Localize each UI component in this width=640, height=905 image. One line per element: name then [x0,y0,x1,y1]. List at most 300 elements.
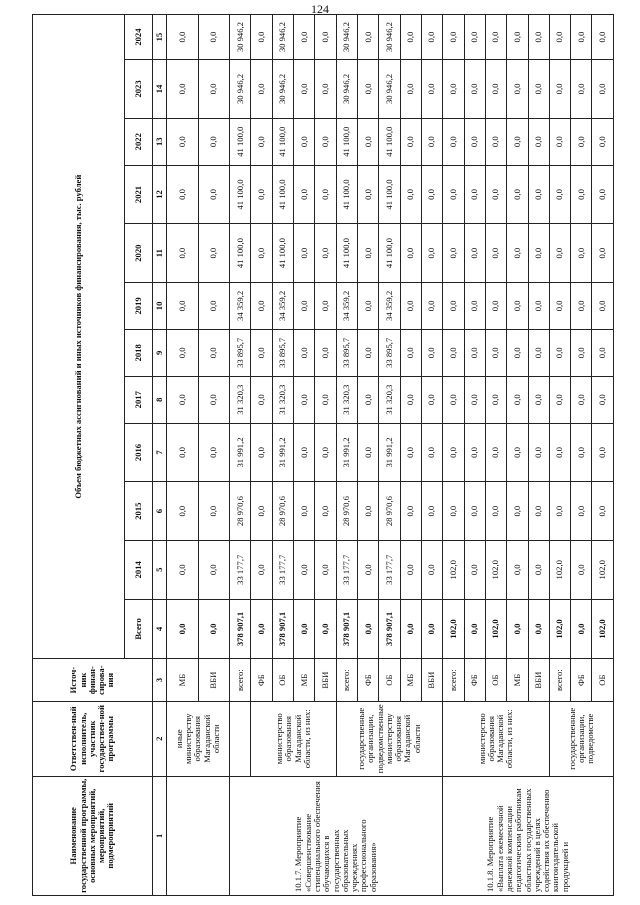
header-year-2020: 2020 [125,224,153,283]
value-cell-2019: 34 359,2 [272,282,293,329]
value-cell-2021: 0,0 [571,165,592,224]
value-cell-2021: 0,0 [167,165,199,224]
value-cell-2020: 0,0 [528,224,549,283]
value-cell-2019: 0,0 [294,282,315,329]
value-cell-2020: 0,0 [358,224,379,283]
value-cell-2020: 0,0 [443,224,464,283]
header-source: Источ-ник финан-сирова-ния [33,659,153,702]
value-cell-2015: 28 970,6 [230,482,251,541]
value-cell-2019: 0,0 [421,282,442,329]
program-name-cell: 10.1.8. Мероприятие «Выплата ежемесячной денежной компенсации педагогическим работникам областных государственных учреждений в целях содействия их обеспечению книгоиздательской продукцией и [443,776,614,895]
value-cell-2020: 0,0 [315,224,336,283]
value-cell-2016: 0,0 [421,423,442,482]
header-year-2024: 2024 [125,15,153,60]
value-cell-2019: 0,0 [315,282,336,329]
value-cell-2018: 33 895,7 [230,329,251,376]
value-cell-2015: 28 970,6 [336,482,357,541]
total-cell: 0,0 [315,599,336,659]
value-cell-2023: 0,0 [485,60,506,119]
responsible-cell: государственные организации, подведомственные министерству образования Магаданской области [336,701,443,776]
header-year-2014: 2014 [125,540,153,599]
source-cell: всего: [336,659,357,702]
table-row [251,15,272,896]
responsible-cell: министерство образования Магаданской области, из них: [251,701,336,776]
value-cell-2016: 0,0 [592,423,614,482]
value-cell-2015: 0,0 [571,482,592,541]
value-cell-2017: 31 320,3 [336,376,357,423]
value-cell-2014: 33 177,7 [336,540,357,599]
value-cell-2014: 33 177,7 [272,540,293,599]
value-cell-2020: 41 100,0 [272,224,293,283]
column-index: 8 [153,376,167,423]
header-year-2017: 2017 [125,376,153,423]
value-cell-2019: 0,0 [443,282,464,329]
value-cell-2017: 0,0 [592,376,614,423]
value-cell-2014: 0,0 [358,540,379,599]
column-index: 1 [153,776,167,895]
value-cell-2016: 0,0 [294,423,315,482]
value-cell-2021: 0,0 [400,165,421,224]
value-cell-2022: 0,0 [421,118,442,165]
total-cell: 0,0 [528,599,549,659]
value-cell-2017: 0,0 [464,376,485,423]
value-cell-2024: 30 946,2 [272,15,293,60]
value-cell-2021: 0,0 [507,165,528,224]
header-name: Наименование государственной программы, основных мероприятий, мероприятий, подмероприятий [33,776,153,895]
value-cell-2018: 0,0 [592,329,614,376]
value-cell-2022: 0,0 [251,118,272,165]
value-cell-2016: 31 991,2 [272,423,293,482]
column-index: 7 [153,423,167,482]
value-cell-2024: 30 946,2 [379,15,400,60]
value-cell-2024: 0,0 [421,15,442,60]
value-cell-2016: 0,0 [315,423,336,482]
value-cell-2020: 41 100,0 [379,224,400,283]
value-cell-2018: 0,0 [549,329,570,376]
value-cell-2020: 41 100,0 [336,224,357,283]
source-cell: ВБИ [198,659,230,702]
rotated-table-container [32,14,614,896]
column-index: 13 [153,118,167,165]
value-cell-2021: 0,0 [421,165,442,224]
value-cell-2023: 0,0 [549,60,570,119]
value-cell-2018: 33 895,7 [379,329,400,376]
source-cell: ФБ [464,659,485,702]
value-cell-2019: 0,0 [358,282,379,329]
total-cell: 0,0 [167,599,199,659]
value-cell-2023: 0,0 [315,60,336,119]
source-cell: МБ [400,659,421,702]
value-cell-2015: 0,0 [294,482,315,541]
value-cell-2020: 0,0 [485,224,506,283]
value-cell-2017: 0,0 [294,376,315,423]
value-cell-2024: 0,0 [443,15,464,60]
value-cell-2020: 0,0 [294,224,315,283]
value-cell-2018: 0,0 [167,329,199,376]
value-cell-2018: 0,0 [528,329,549,376]
value-cell-2017: 31 320,3 [272,376,293,423]
value-cell-2018: 0,0 [358,329,379,376]
source-cell: ВБИ [528,659,549,702]
header-responsible: Ответствен-ный исполнитель, участник государствен-ной программы [33,701,153,776]
value-cell-2015: 0,0 [421,482,442,541]
source-cell: ФБ [358,659,379,702]
column-index: 6 [153,482,167,541]
value-cell-2018: 33 895,7 [272,329,293,376]
table-row [549,15,570,896]
value-cell-2022: 0,0 [549,118,570,165]
value-cell-2023: 0,0 [167,60,199,119]
column-index: 5 [153,540,167,599]
value-cell-2014: 102,0 [592,540,614,599]
value-cell-2017: 0,0 [549,376,570,423]
value-cell-2018: 0,0 [294,329,315,376]
header-year-2021: 2021 [125,165,153,224]
value-cell-2024: 0,0 [571,15,592,60]
value-cell-2021: 41 100,0 [336,165,357,224]
value-cell-2023: 0,0 [528,60,549,119]
value-cell-2023: 0,0 [443,60,464,119]
value-cell-2024: 0,0 [400,15,421,60]
value-cell-2014: 0,0 [251,540,272,599]
source-cell: МБ [507,659,528,702]
value-cell-2022: 0,0 [167,118,199,165]
value-cell-2022: 0,0 [294,118,315,165]
source-cell: всего: [443,659,464,702]
total-cell: 0,0 [464,599,485,659]
value-cell-2014: 0,0 [464,540,485,599]
value-cell-2023: 0,0 [507,60,528,119]
value-cell-2021: 0,0 [315,165,336,224]
value-cell-2023: 30 946,2 [336,60,357,119]
value-cell-2014: 0,0 [400,540,421,599]
value-cell-2024: 0,0 [464,15,485,60]
value-cell-2020: 0,0 [400,224,421,283]
value-cell-2021: 41 100,0 [272,165,293,224]
value-cell-2018: 0,0 [571,329,592,376]
column-index: 12 [153,165,167,224]
value-cell-2022: 41 100,0 [336,118,357,165]
value-cell-2017: 0,0 [443,376,464,423]
value-cell-2024: 0,0 [315,15,336,60]
source-cell: МБ [294,659,315,702]
value-cell-2016: 0,0 [443,423,464,482]
value-cell-2015: 0,0 [485,482,506,541]
value-cell-2022: 41 100,0 [230,118,251,165]
total-cell: 378 907,1 [230,599,251,659]
value-cell-2014: 0,0 [528,540,549,599]
value-cell-2022: 41 100,0 [379,118,400,165]
value-cell-2023: 0,0 [251,60,272,119]
source-cell: ВБИ [315,659,336,702]
value-cell-2023: 30 946,2 [272,60,293,119]
value-cell-2016: 0,0 [198,423,230,482]
total-cell: 102,0 [485,599,506,659]
value-cell-2016: 0,0 [251,423,272,482]
value-cell-2024: 0,0 [528,15,549,60]
header-year-2015: 2015 [125,482,153,541]
total-cell: 0,0 [507,599,528,659]
value-cell-2019: 0,0 [571,282,592,329]
value-cell-2018: 0,0 [443,329,464,376]
value-cell-2020: 0,0 [167,224,199,283]
value-cell-2024: 0,0 [251,15,272,60]
value-cell-2020: 0,0 [571,224,592,283]
column-index: 3 [153,659,167,702]
column-index: 11 [153,224,167,283]
value-cell-2021: 41 100,0 [379,165,400,224]
value-cell-2014: 0,0 [571,540,592,599]
value-cell-2019: 34 359,2 [230,282,251,329]
value-cell-2023: 0,0 [421,60,442,119]
value-cell-2017: 0,0 [571,376,592,423]
value-cell-2024: 30 946,2 [336,15,357,60]
value-cell-2018: 33 895,7 [336,329,357,376]
value-cell-2015: 0,0 [528,482,549,541]
value-cell-2019: 0,0 [400,282,421,329]
table-row [336,15,357,896]
value-cell-2018: 0,0 [485,329,506,376]
value-cell-2015: 0,0 [358,482,379,541]
total-cell: 378 907,1 [379,599,400,659]
header-funding-group: Объем бюджетных ассигнований и иных источников финансирования, тыс. рублей [33,15,125,659]
value-cell-2014: 0,0 [421,540,442,599]
responsible-cell: министерство образования Магаданской области, из них: [443,701,550,776]
value-cell-2016: 0,0 [167,423,199,482]
value-cell-2021: 0,0 [294,165,315,224]
value-cell-2022: 0,0 [571,118,592,165]
source-cell: ОБ [592,659,614,702]
source-cell: всего: [230,659,251,702]
value-cell-2017: 0,0 [528,376,549,423]
value-cell-2023: 0,0 [400,60,421,119]
value-cell-2018: 0,0 [421,329,442,376]
value-cell-2023: 0,0 [198,60,230,119]
value-cell-2015: 0,0 [315,482,336,541]
value-cell-2015: 0,0 [167,482,199,541]
value-cell-2019: 0,0 [507,282,528,329]
value-cell-2020: 0,0 [251,224,272,283]
value-cell-2016: 0,0 [464,423,485,482]
table-row [167,15,199,896]
header-year-2019: 2019 [125,282,153,329]
value-cell-2017: 0,0 [485,376,506,423]
value-cell-2024: 0,0 [198,15,230,60]
value-cell-2022: 0,0 [507,118,528,165]
value-cell-2017: 0,0 [251,376,272,423]
value-cell-2021: 0,0 [528,165,549,224]
source-cell: ОБ [272,659,293,702]
value-cell-2021: 0,0 [549,165,570,224]
value-cell-2022: 0,0 [592,118,614,165]
value-cell-2016: 0,0 [358,423,379,482]
source-cell: ВБИ [421,659,442,702]
value-cell-2019: 0,0 [528,282,549,329]
value-cell-2021: 0,0 [592,165,614,224]
value-cell-2023: 0,0 [464,60,485,119]
responsible-cell: иные министерству образования Магаданской области [167,701,230,776]
value-cell-2021: 0,0 [198,165,230,224]
value-cell-2023: 0,0 [294,60,315,119]
value-cell-2024: 0,0 [549,15,570,60]
column-index: 4 [153,599,167,659]
value-cell-2018: 0,0 [400,329,421,376]
value-cell-2017: 0,0 [167,376,199,423]
source-cell: ФБ [251,659,272,702]
value-cell-2023: 30 946,2 [379,60,400,119]
table-row [230,15,251,896]
value-cell-2016: 31 991,2 [230,423,251,482]
header-total: Всего [125,599,153,659]
total-cell: 378 907,1 [336,599,357,659]
value-cell-2017: 0,0 [198,376,230,423]
value-cell-2015: 0,0 [400,482,421,541]
value-cell-2014: 102,0 [549,540,570,599]
value-cell-2014: 102,0 [485,540,506,599]
table-row [443,15,464,896]
total-cell: 378 907,1 [272,599,293,659]
value-cell-2020: 41 100,0 [230,224,251,283]
value-cell-2015: 0,0 [549,482,570,541]
source-cell: МБ [167,659,199,702]
source-cell: ФБ [571,659,592,702]
value-cell-2023: 0,0 [592,60,614,119]
value-cell-2020: 0,0 [507,224,528,283]
value-cell-2021: 0,0 [251,165,272,224]
value-cell-2021: 0,0 [464,165,485,224]
value-cell-2023: 0,0 [571,60,592,119]
value-cell-2019: 0,0 [251,282,272,329]
value-cell-2016: 31 991,2 [379,423,400,482]
value-cell-2023: 0,0 [358,60,379,119]
value-cell-2016: 0,0 [507,423,528,482]
value-cell-2022: 0,0 [198,118,230,165]
value-cell-2015: 0,0 [507,482,528,541]
total-cell: 0,0 [421,599,442,659]
value-cell-2019: 34 359,2 [379,282,400,329]
value-cell-2017: 0,0 [507,376,528,423]
value-cell-2021: 0,0 [358,165,379,224]
funding-table [32,14,614,896]
value-cell-2016: 0,0 [549,423,570,482]
column-index: 14 [153,60,167,119]
value-cell-2020: 0,0 [464,224,485,283]
program-name-cell [167,776,230,895]
value-cell-2016: 0,0 [485,423,506,482]
value-cell-2018: 0,0 [507,329,528,376]
value-cell-2021: 41 100,0 [230,165,251,224]
value-cell-2016: 0,0 [528,423,549,482]
value-cell-2022: 0,0 [528,118,549,165]
source-cell: всего: [549,659,570,702]
responsible-cell: государственные организации, подведомстве [549,701,613,776]
source-cell: ОБ [379,659,400,702]
value-cell-2021: 0,0 [485,165,506,224]
value-cell-2018: 0,0 [198,329,230,376]
value-cell-2024: 0,0 [592,15,614,60]
column-index: 9 [153,329,167,376]
value-cell-2024: 0,0 [294,15,315,60]
value-cell-2018: 0,0 [464,329,485,376]
value-cell-2014: 0,0 [507,540,528,599]
value-cell-2017: 0,0 [315,376,336,423]
value-cell-2017: 0,0 [400,376,421,423]
value-cell-2023: 30 946,2 [230,60,251,119]
total-cell: 102,0 [549,599,570,659]
total-cell: 0,0 [358,599,379,659]
value-cell-2019: 0,0 [198,282,230,329]
value-cell-2022: 0,0 [443,118,464,165]
value-cell-2018: 0,0 [315,329,336,376]
value-cell-2019: 0,0 [167,282,199,329]
value-cell-2014: 33 177,7 [230,540,251,599]
value-cell-2021: 0,0 [443,165,464,224]
header-year-2022: 2022 [125,118,153,165]
value-cell-2015: 0,0 [464,482,485,541]
value-cell-2024: 0,0 [167,15,199,60]
value-cell-2024: 0,0 [358,15,379,60]
header-year-2018: 2018 [125,329,153,376]
value-cell-2019: 0,0 [549,282,570,329]
value-cell-2015: 0,0 [198,482,230,541]
value-cell-2014: 0,0 [198,540,230,599]
value-cell-2020: 0,0 [198,224,230,283]
page-number: 124 [311,2,329,16]
value-cell-2022: 0,0 [358,118,379,165]
table-header [33,15,167,896]
value-cell-2019: 0,0 [592,282,614,329]
value-cell-2022: 0,0 [485,118,506,165]
total-cell: 0,0 [571,599,592,659]
value-cell-2014: 33 177,7 [379,540,400,599]
table-body [167,15,614,896]
value-cell-2015: 0,0 [443,482,464,541]
value-cell-2015: 28 970,6 [272,482,293,541]
header-year-2023: 2023 [125,60,153,119]
value-cell-2020: 0,0 [592,224,614,283]
value-cell-2015: 28 970,6 [379,482,400,541]
value-cell-2024: 30 946,2 [230,15,251,60]
program-name-cell: 10.1.7. Мероприятие «Совершенствование стипендиального обеспечения обучающихся в государственных образовательных учреждениях профессионального образования» [230,776,443,895]
total-cell: 0,0 [294,599,315,659]
value-cell-2019: 0,0 [485,282,506,329]
value-cell-2022: 0,0 [400,118,421,165]
value-cell-2022: 0,0 [464,118,485,165]
value-cell-2015: 0,0 [251,482,272,541]
total-cell: 102,0 [592,599,614,659]
total-cell: 102,0 [443,599,464,659]
value-cell-2020: 0,0 [421,224,442,283]
value-cell-2022: 41 100,0 [272,118,293,165]
value-cell-2016: 0,0 [400,423,421,482]
value-cell-2019: 34 359,2 [336,282,357,329]
value-cell-2017: 0,0 [421,376,442,423]
value-cell-2024: 0,0 [485,15,506,60]
column-index: 15 [153,15,167,60]
total-cell: 0,0 [251,599,272,659]
value-cell-2015: 0,0 [592,482,614,541]
value-cell-2018: 0,0 [251,329,272,376]
value-cell-2020: 0,0 [549,224,570,283]
header-year-2016: 2016 [125,423,153,482]
value-cell-2017: 31 320,3 [230,376,251,423]
column-index: 10 [153,282,167,329]
total-cell: 0,0 [198,599,230,659]
value-cell-2014: 0,0 [315,540,336,599]
source-cell: ОБ [485,659,506,702]
responsible-cell [230,701,251,776]
value-cell-2024: 0,0 [507,15,528,60]
